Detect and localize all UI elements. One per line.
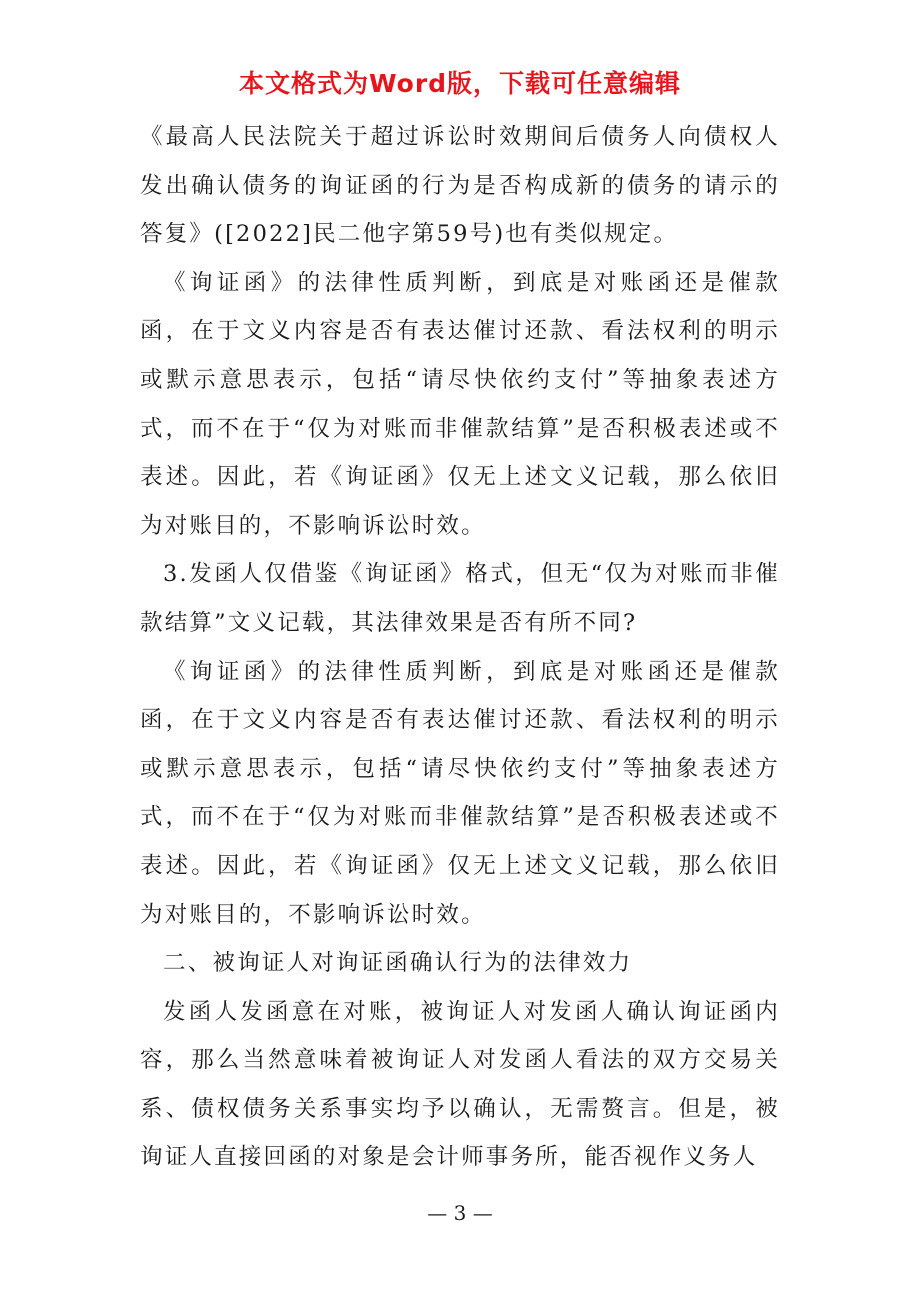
document-body	[140, 113, 780, 1182]
download-notice-banner: 本文格式为Word版，下载可任意编辑	[238, 69, 682, 98]
section-heading-2: 二、被询证人对询证函确认行为的法律效力	[163, 950, 633, 977]
paragraph-question-3: 3.发函人仅借鉴《询证函》格式，但无“仅为对账而非催款结算”文义记载，其法律效果是否有所不同?	[140, 561, 780, 636]
paragraph-legal-nature-repeat: 《询证函》的法律性质判断，到底是对账函还是催款函，在于文义内容是否有表达催讨还款、看法权利的明示或默示意思表示，包括“请尽快依约支付”等抽象表述方式，而不在于“仅为对账而非催款结算”是否积极表述或不表述。因此，若《询证函》仅无上述文义记载，那么依旧为对账目的，不影响诉讼时效。	[140, 658, 780, 928]
paragraph-legal-nature: 《询证函》的法律性质判断，到底是对账函还是催款函，在于文义内容是否有表达催讨还款、看法权利的明示或默示意思表示，包括“请尽快依约支付”等抽象表述方式，而不在于“仅为对账而非催款结算”是否积极表述或不表述。因此，若《询证函》仅无上述文义记载，那么依旧为对账目的，不影响诉讼时效。	[140, 269, 780, 539]
paragraph-citation: 《最高人民法院关于超过诉讼时效期间后债务人向债权人发出确认债务的询证函的行为是否构成新的债务的请示的答复》([2022]民二他字第59号)也有类似规定。	[140, 124, 780, 248]
page-number: — 3 —	[427, 1201, 493, 1225]
paragraph-confirmation-effect: 发函人发函意在对账，被询证人对发函人确认询证函内容，那么当然意味着被询证人对发函人看法的双方交易关系、债权债务关系事实均予以确认，无需赘言。但是，被询证人直接回函的对象是会计师事务所，能否视作义务人	[140, 998, 780, 1171]
